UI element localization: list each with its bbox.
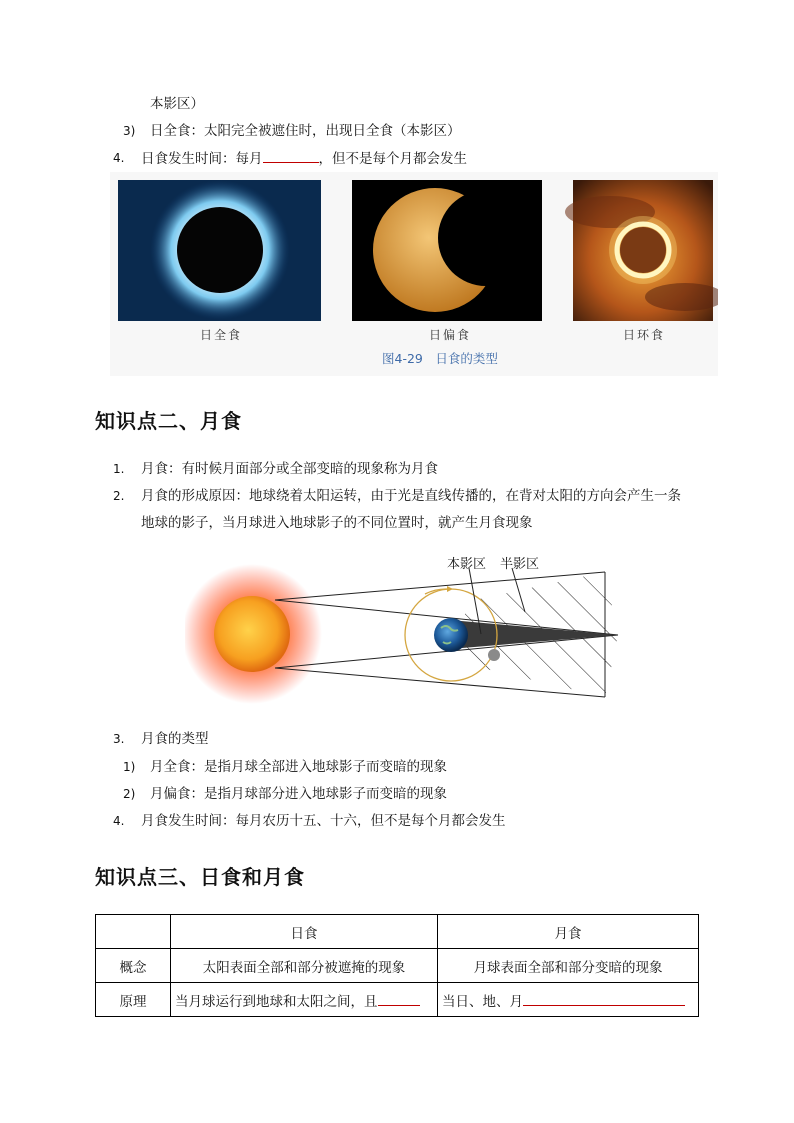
list-number: 2. (113, 489, 125, 503)
lunar-eclipse-time-text: 月食发生时间：每月农历十五、十六，但不是每个月都会发生 (141, 813, 506, 829)
earth-icon (434, 618, 468, 652)
annular-eclipse-caption: 日环食 (623, 328, 666, 342)
moon-icon (488, 649, 500, 661)
total-solar-eclipse-text: 日全食：太阳完全被遮住时，出现日全食（本影区） (150, 123, 461, 139)
list-number: 4. (113, 814, 125, 828)
comparison-table (95, 914, 699, 1017)
solar-eclipse-figure (110, 172, 718, 376)
partial-lunar-eclipse-text: 月偏食：是指月球部分进入地球影子而变暗的现象 (150, 786, 447, 802)
solar-eclipse-time-suffix: ，但不是每个月都会发生 (318, 151, 467, 167)
list-number: 3. (113, 732, 125, 746)
fill-in-blank[interactable] (263, 149, 319, 163)
lunar-eclipse-cause-line2: 地球的影子，当月球进入地球影子的不同位置时，就产生月食现象 (141, 515, 533, 531)
penumbra-label: 半影区 (500, 557, 540, 572)
table-header-solar: 日食 (171, 915, 438, 949)
table-row (96, 949, 699, 983)
solar-eclipse-images (110, 172, 718, 376)
total-lunar-eclipse-text: 月全食：是指月球全部进入地球影子而变暗的现象 (150, 759, 447, 775)
table-cell (96, 915, 171, 949)
lunar-eclipse-cause-line1: 月食的形成原因：地球绕着太阳运转，由于光是直线传播的，在背对太阳的方向会产生一条 (141, 488, 681, 504)
total-eclipse-caption: 日全食 (200, 328, 243, 342)
umbra-label: 本影区 (447, 557, 487, 572)
section-heading-comparison: 知识点三、日食和月食 (95, 865, 305, 889)
list-number: 1) (123, 760, 136, 774)
row-label-concept: 概念 (96, 949, 171, 983)
list-number: 2) (123, 787, 136, 801)
lunar-principle-text: 当日、地、月 (442, 993, 523, 1010)
table-cell (171, 983, 438, 1017)
table-cell: 月球表面全部和部分变暗的现象 (438, 949, 699, 983)
lunar-eclipse-diagram (185, 552, 625, 717)
eclipse-partial-continuation: 本影区） (150, 96, 204, 112)
fill-in-blank[interactable] (523, 992, 685, 1006)
figure-caption: 图4-29 日食的类型 (382, 351, 498, 366)
table-cell: 太阳表面全部和部分被遮掩的现象 (171, 949, 438, 983)
solar-eclipse-time-prefix: 日食发生时间：每月 (141, 151, 263, 167)
table-cell (438, 983, 699, 1017)
row-label-principle: 原理 (96, 983, 171, 1017)
lunar-eclipse-svg (185, 552, 625, 717)
solar-principle-text: 当月球运行到地球和太阳之间，且 (175, 993, 378, 1010)
partial-eclipse-caption: 日偏食 (429, 328, 472, 342)
solar-eclipse-time-line (141, 149, 467, 168)
lunar-eclipse-definition: 月食：有时候月面部分或全部变暗的现象称为月食 (141, 461, 438, 477)
lunar-eclipse-types-heading: 月食的类型 (141, 731, 209, 747)
list-number: 1. (113, 462, 125, 476)
section-heading-lunar-eclipse: 知识点二、月食 (95, 409, 242, 433)
table-header-lunar: 月食 (438, 915, 699, 949)
fill-in-blank[interactable] (378, 992, 420, 1006)
list-number: 3) (123, 124, 136, 138)
table-header-row (96, 915, 699, 949)
table-row (96, 983, 699, 1017)
list-number: 4. (113, 151, 125, 165)
